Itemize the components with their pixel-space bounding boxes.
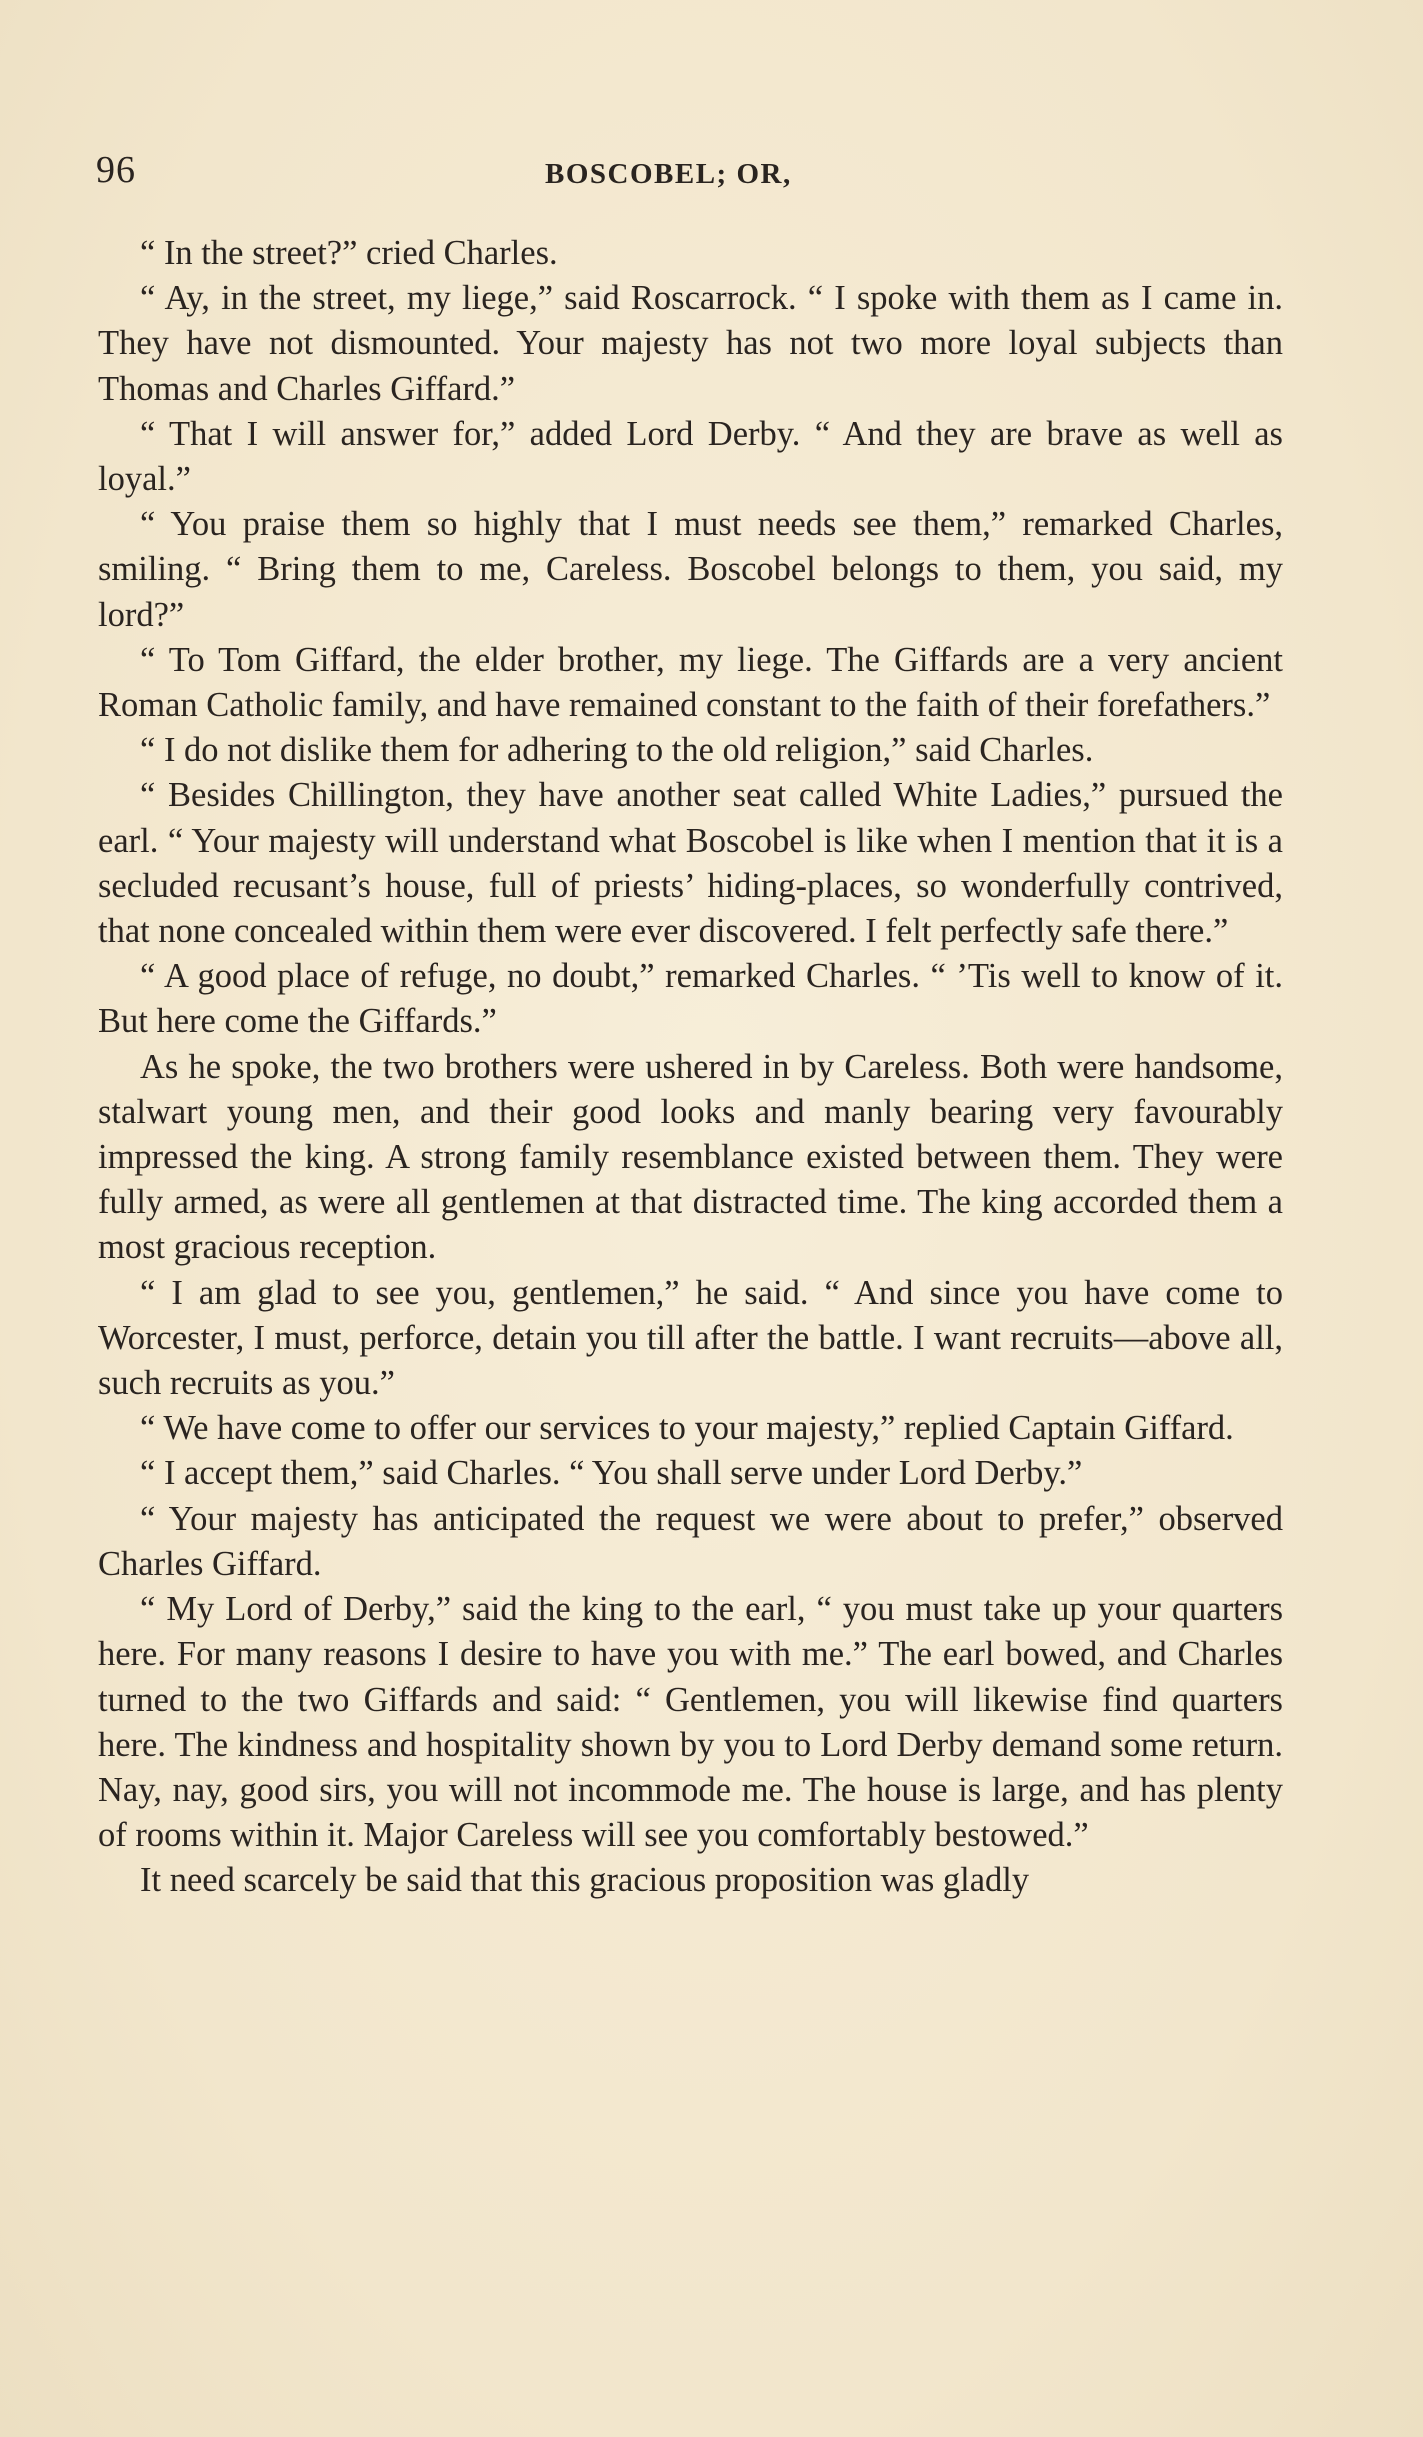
paragraph: “ I accept them,” said Charles. “ You shall serve under Lord Derby.”	[140, 1454, 1083, 1493]
paragraph: “ You praise them so highly that I must needs see them,” remarked Charles, smiling. “ Bring them to me, Careless. Boscobel belongs to them, you said, my lord?”	[98, 505, 1283, 634]
paragraph: “ Ay, in the street, my liege,” said Roscarrock. “ I spoke with them as I came in. They have not dismounted. Your majesty has not two more loyal subjects than Thomas and Charles Giffard.”	[98, 279, 1283, 408]
paragraph: “ A good place of refuge, no doubt,” remarked Charles. “ ’Tis well to know of it. But here come the Giffards.”	[98, 957, 1283, 1041]
paragraph: “ My Lord of Derby,” said the king to the earl, “ you must take up your quarters here. For many reasons I desire to have you with me.” The earl bowed, and Charles turned to the two Giffards and said: “ Gentlemen, you will likewise find quarters here. The kindness and hospitality shown by you to Lord Derby demand some return. Nay, nay, good sirs, you will not incommode me. The house is large, and has plenty of rooms within it. Major Careless will see you comfortably bestowed.”	[98, 1590, 1283, 1855]
page-number: 96	[96, 149, 136, 191]
page-header	[96, 148, 1281, 198]
paragraph: “ Your majesty has anticipated the request we were about to prefer,” observed Charles Giffard.	[98, 1499, 1283, 1583]
paragraph: “ In the street?” cried Charles.	[140, 234, 558, 272]
paragraph: “ I do not dislike them for adhering to the old religion,” said Charles.	[140, 731, 1094, 770]
paragraph: “ Besides Chillington, they have another seat called White Ladies,” pursued the earl. “ Your majesty will understand what Boscobel is like when I mention that it is a secluded recusant’s house, full of priests’ hiding-places, so wonderfully contrived, that none concealed within them were ever discovered. I felt perfectly safe there.”	[98, 776, 1283, 951]
paragraph: “ We have come to offer our services to your majesty,” replied Captain Giffard.	[140, 1409, 1234, 1448]
paragraph: As he spoke, the two brothers were ushered in by Careless. Both were handsome, stalwart young men, and their good looks and manly bearing very favourably impressed the king. A strong family resemblance existed between them. They were fully armed, as were all gentlemen at that distracted time. The king accorded them a most gracious reception.	[98, 1047, 1283, 1267]
paragraph: “ I am glad to see you, gentlemen,” he said. “ And since you have come to Worcester, I must, perforce, detain you till after the battle. I want recruits—above all, such recruits as you.”	[98, 1273, 1283, 1403]
paragraph: “ That I will answer for,” added Lord Derby. “ And they are brave as well as loyal.”	[98, 414, 1283, 499]
body-text	[98, 231, 1283, 1904]
paragraph: “ To Tom Giffard, the elder brother, my liege. The Giffards are a very ancient Roman Catholic family, and have remained constant to the faith of their forefathers.”	[98, 640, 1283, 725]
running-title: BOSCOBEL; OR,	[545, 158, 792, 190]
paragraph: It need scarcely be said that this gracious proposition was gladly	[140, 1861, 1030, 1900]
